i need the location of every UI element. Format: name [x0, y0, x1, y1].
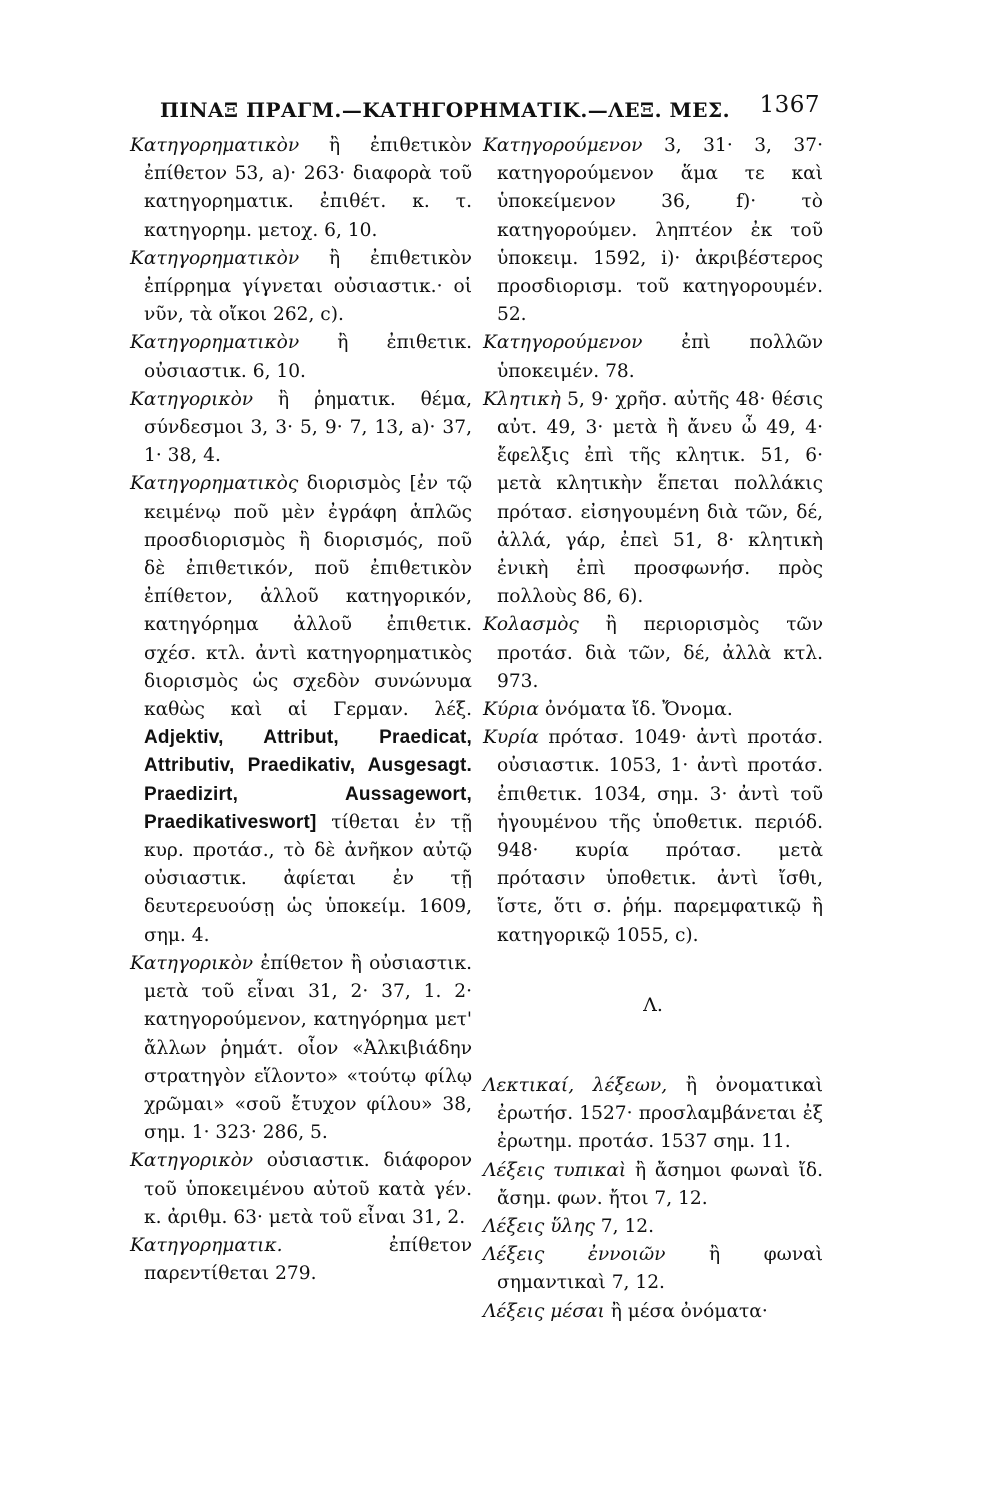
entry-headword: Κατηγορικὸν	[130, 952, 254, 974]
index-entry	[483, 1241, 823, 1297]
entry-text: ἐπὶ πολλῶν ὑποκειμέν. 78.	[497, 332, 823, 382]
index-entry	[483, 1072, 823, 1157]
entry-headword: Κατηγορούμενον	[483, 135, 643, 156]
entry-headword: Κατηγορηματικὸν	[130, 247, 300, 269]
entry-text: διορισμὸς [ἐν τῷ κειμένῳ ποῦ μὲν ἐγράφη ἁπλῶς προσδιορισμὸς ἢ διορισμός, ποῦ δὲ ἐπιθετικόν, ποῦ ἐπιθετικὸν ἐπίθετον, ἀλλοῦ κατηγορικόν, κατηγόρημα ἀλλοῦ ἐπιθετικ. σχέσ. κτλ. ἀντὶ κατηγορηματικὸς διορισμὸς ὡς σχεδὸν συνώνυμα καθὼς καὶ αἱ Γερμαν. λέξ.	[144, 473, 472, 721]
entry-text: οὐσιαστικ. διάφορον τοῦ ὑποκειμένου αὐτοῦ κατὰ γέν. κ. ἀριθμ. 63· μετὰ τοῦ εἶναι 31, 2.	[144, 1150, 472, 1228]
entry-text: ἢ περιορισμὸς τῶν προτάσ. διὰ τῶν, δέ, ἀλλὰ κτλ. 973.	[497, 614, 823, 692]
index-entry	[130, 245, 472, 330]
index-entry	[130, 329, 472, 385]
entry-headword: Κατηγορηματικὸς	[130, 473, 299, 495]
index-entry	[130, 132, 472, 245]
index-entry	[483, 329, 823, 385]
index-entry	[483, 611, 823, 696]
entry-headword: Κατηγορούμενον	[483, 332, 643, 354]
entry-text: ἢ ἐπιθετικ. οὐσιαστικ. 6, 10.	[144, 332, 472, 382]
index-entry	[483, 1157, 823, 1213]
entry-text-tail: τίθεται ἐν τῇ κυρ. προτάσ., τὸ δὲ ἀνῆκον αὐτῷ οὐσιαστικ. ἀφίεται ἐν τῇ δευτερευούσῃ ὡς ὑποκείμ. 1609, σημ. 4.	[144, 811, 472, 946]
section-letter: Λ.	[643, 993, 663, 1016]
entry-headword: Κατηγορικὸν	[130, 388, 254, 410]
entry-headword: Λεκτικαί, λέξεων,	[483, 1074, 668, 1096]
entry-text: ἢ ὀνοματικαὶ ἐρωτήσ. 1527· προσλαμβάνεται ἐξ ἐρωτημ. προτάσ. 1537 σημ. 11.	[497, 1074, 823, 1153]
index-entry	[483, 1298, 823, 1326]
entry-headword: Κατηγορικὸν	[130, 1150, 254, 1172]
entry-headword: Λέξεις τυπικαὶ	[483, 1159, 627, 1181]
entry-text: ἐπίθετον παρεντίθεται 279.	[144, 1234, 472, 1285]
entry-headword: Κύρια	[483, 699, 539, 721]
index-entry	[483, 724, 823, 950]
entry-text: 7, 12.	[594, 1215, 655, 1237]
index-entry	[130, 1232, 472, 1288]
entry-text: πρότασ. 1049· ἀντὶ προτάσ. οὐσιαστικ. 1053, 1· ἀντὶ προτάσ. ἐπιθετικ. 1034, σημ. 3· ἀντὶ τοῦ ἡγουμένου τῆς ὑποθετικ. περιόδ. 948· κυρία πρότασ. μετὰ πρότασιν ὑποθετικ. ἀντὶ ἴσθι, ἴστε, ὅτι σ. ῥήμ. παρεμφατικῷ ἢ κατηγορικῷ 1055, c).	[497, 727, 823, 946]
entry-headword: Κατηγορηματικὸν	[130, 135, 300, 156]
entry-text: ἢ μέσα ὀνόματα·	[604, 1300, 768, 1322]
running-header	[160, 92, 820, 132]
index-entry	[483, 696, 823, 724]
entry-text: ἢ φωναὶ σημαντικαὶ 7, 12.	[497, 1244, 823, 1294]
entry-headword: Κατηγορηματικὸν	[130, 332, 300, 354]
index-entry	[483, 132, 823, 329]
entry-text: ἢ ἐπιθετικὸν ἐπίρρημα γίγνεται οὐσιαστικ.· οἱ νῦν, τὰ οἴκοι 262, c).	[144, 247, 472, 326]
entry-text: ἐπίθετον ἢ οὐσιαστικ. μετὰ τοῦ εἶναι 31, 2· 37, 1. 2· κατηγορούμενον, κατηγόρημα μετ' ἄλλων ῥημάτ. οἷον «Ἀλκιβιάδην στρατηγὸν εἵλοντο» «τούτῳ φίλῳ χρῶμαι» «σοῦ ἔτυχον φίλου» 38, σημ. 1· 323· 286, 5.	[144, 952, 472, 1144]
entry-headword: Κλητικὴ	[483, 388, 561, 410]
entry-text: 3, 31· 3, 37· κατηγορούμενον ἅμα τε καὶ ὑποκείμενον 36, f)· τὸ κατηγορούμεν. ληπτέον ἐκ τοῦ ὑποκειμ. 1592, i)· ἀκριβέστερος προσδιορισμ. τοῦ κατηγορουμέν. 52.	[497, 135, 823, 326]
entry-headword: Λέξεις ὕλης	[483, 1215, 595, 1237]
entry-text: ἢ ἐπιθετικὸν ἐπίθετον 53, a)· 263· διαφορὰ τοῦ κατηγορηματικ. ἐπιθέτ. κ. τ. κατηγορημ. μετοχ. 6, 10.	[144, 135, 472, 241]
entry-headword: Κατηγορηματικ.	[130, 1234, 283, 1256]
entry-headword: Κολασμὸς	[483, 614, 579, 636]
page-number: 1367	[759, 92, 820, 118]
running-header-title: ΠΙΝΑΞ ΠΡΑΓΜ.—ΚΑΤΗΓΟΡΗΜΑΤΙΚ.—ΛΕΞ. ΜΕΣ.	[160, 98, 731, 122]
index-entry	[130, 386, 472, 471]
index-entry	[130, 950, 472, 1147]
entry-text: ἢ ῥηματικ. θέμα, σύνδεσμοι 3, 3· 5, 9· 7, 13, a)· 37, 1· 38, 4.	[144, 388, 472, 467]
entry-headword: Λέξεις μέσαι	[483, 1300, 605, 1322]
index-entry	[483, 1213, 823, 1241]
entry-headword: Κυρία	[483, 727, 539, 749]
entry-text: ὀνόματα ἴδ. Ὄνομα.	[538, 699, 733, 721]
entry-text: ἢ ἄσημοι φωναὶ ἴδ. ἄσημ. φων. ἤτοι 7, 12.	[497, 1159, 823, 1209]
entry-text: 5, 9· χρῆσ. αὐτῆς 48· θέσις αὐτ. 49, 3· μετὰ ἢ ἄνευ ὦ 49, 4· ἔφελξις ἐπὶ τῆς κλητικ. 51, 6· μετὰ κλητικὴν ἕπεται πολλάκις πρότασ. εἰσηγουμένη διὰ τῶν, δέ, ἀλλά, γάρ, ἐπεὶ 51, 8· κλητικὴ ἐνικὴ ἐπὶ προσφωνήσ. πρὸς πολλοὺς 86, 6).	[497, 388, 823, 608]
right-column	[483, 132, 823, 1326]
german-terms: Adjektiv, Attribut, Praedicat, Attributiv, Praedikativ, Ausgesagt. Praedizirt, Aussagewort, Praedikativeswort]	[144, 727, 472, 833]
left-column	[130, 132, 472, 1288]
index-entry	[130, 1147, 472, 1232]
entry-headword: Λέξεις ἐννοιῶν	[483, 1244, 666, 1266]
index-entry	[483, 386, 823, 612]
index-entry	[130, 470, 472, 949]
